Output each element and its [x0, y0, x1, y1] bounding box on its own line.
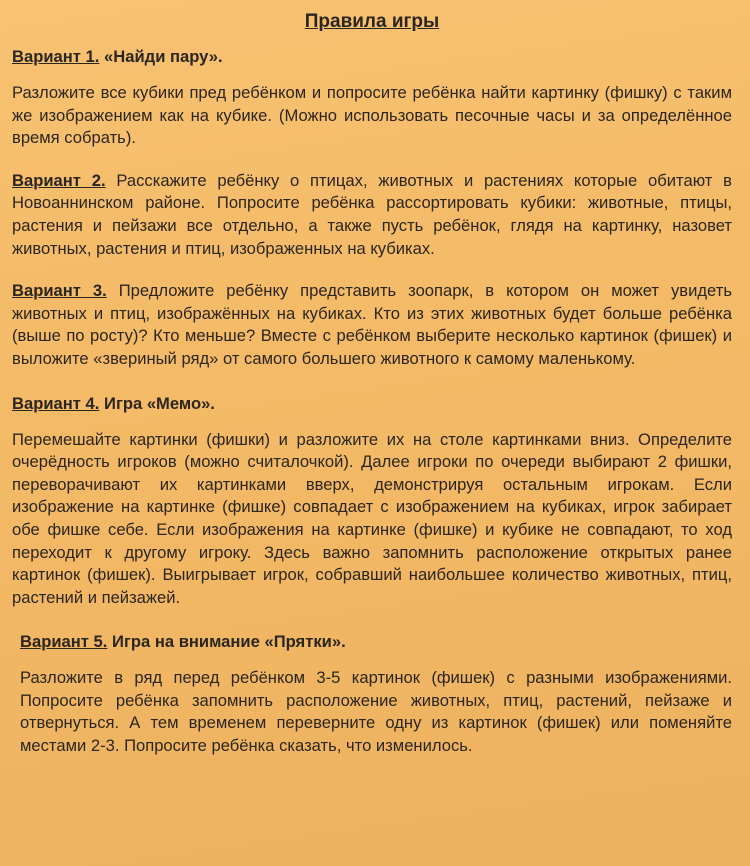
variant-3-label: Вариант 3. — [12, 281, 107, 301]
variant-3-text: Предложите ребёнку представить зоопарк, в котором он может увидеть животных и птиц, изображённых на кубиках. Кто из этих животных будет больше ребёнка (выше по росту)? Кто меньше? Вместе с ребёнком выберите несколько картинок (фишек) и выложите «звериный ряд» от самого большего животного к самому маленькому. — [12, 281, 732, 368]
variant-4-name: Игра «Мемо». — [104, 393, 215, 413]
variant-4-text: Перемешайте картинки (фишки) и разложите их на столе картинками вниз. Определите очерёдность игроков (можно считалочкой). Далее игроки по очереди выбирают 2 фишки, переворачивают их картинками вверх, демонстрируя остальным игрокам. Если изображение на картинке (фишке) совпадает с изображением на кубиках, игрок забирает обе фишке себе. Если изображения на картинке (фишке) и кубике не совпадают, то ход переходит к другому игроку. Здесь важно запомнить расположение открытых ранее картинок (фишек). Выигрывает игрок, собравший наибольшее количество животных, птиц, растений и пейзажей. — [12, 429, 732, 607]
page-title: Правила игры — [304, 11, 440, 32]
variant-2-paragraph — [12, 170, 732, 260]
variant-2-label: Вариант 2. — [12, 170, 106, 190]
variant-3-paragraph — [12, 280, 732, 370]
variant-5-heading — [12, 631, 732, 653]
variant-1-name: «Найди пару». — [104, 47, 223, 66]
variant-1-text: Разложите все кубики пред ребёнком и попросите ребёнка найти картинку (фишку) с таким же изображением как на кубике. (Можно использовать песочные часы и за определённое время собрать). — [12, 83, 732, 148]
variant-5-text: Разложите в ряд перед ребёнком 3-5 картинок (фишек) с разными изображениями. Попросите ребёнка запомнить расположение животных, птиц, растений, пейзаже и отвернуться. А тем временем переверните одну из картинок (фишек) или поменяйте местами 2-3. Попросите ребёнка сказать, что изменилось. — [20, 668, 732, 756]
variant-5-label: Вариант 5. — [20, 632, 108, 652]
variant-1-heading — [12, 46, 732, 68]
variant-2-text: Расскажите ребёнку о птицах, животных и растениях которые обитают в Новоаннинском районе. Попросите ребёнка рассортировать кубики: животные, птицы, растения и пейзажи все отдельно, а также пусть ребёнок, глядя на картинку, назовет животных, растения и птиц, изображенных на кубиках. — [12, 170, 732, 258]
variant-5-name: Игра на внимание «Прятки». — [112, 632, 346, 652]
variant-4-label: Вариант 4. — [12, 393, 100, 413]
variant-4-heading — [12, 393, 732, 415]
variant-1-label: Вариант 1. — [12, 47, 100, 66]
